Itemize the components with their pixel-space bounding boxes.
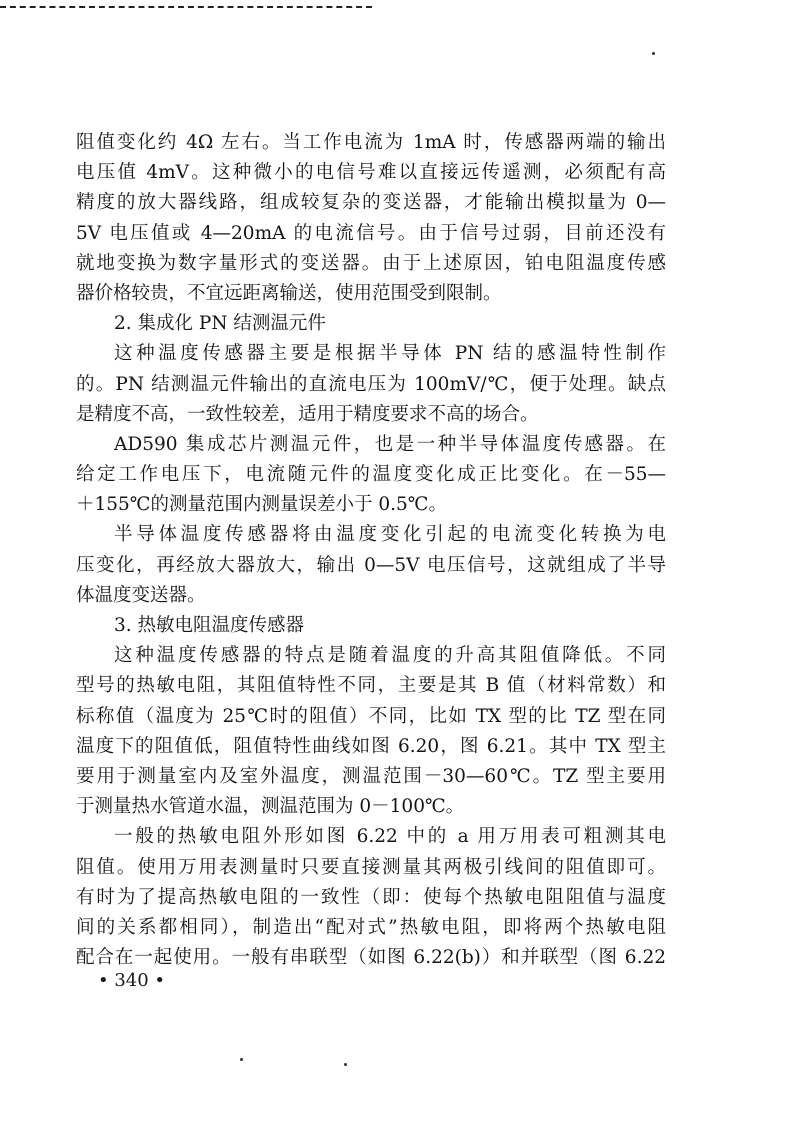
page-body-text bbox=[76, 128, 666, 973]
text-line: 配合在一起使用。一般有串联型（如图 6.22(b)）和并联型（图 6.22 bbox=[76, 947, 666, 969]
text-line: 精度的放大器线路，组成较复杂的变送器，才能输出模拟量为 0— bbox=[76, 192, 666, 214]
text-line: 就地变换为数字量形式的变送器。由于上述原因，铂电阻温度传感 bbox=[76, 252, 666, 274]
text-line: 电压值 4mV。这种微小的电信号难以直接远传遥测，必须配有高 bbox=[76, 162, 666, 184]
scan-speck bbox=[344, 1063, 347, 1066]
section-heading: 3. 热敏电阻温度传感器 bbox=[114, 615, 305, 636]
text-line: 标称值（温度为 25℃时的阻值）不同，比如 TX 型的比 TZ 型在同 bbox=[76, 705, 666, 727]
scan-speck bbox=[240, 1058, 243, 1061]
text-line: 体温度变送器。 bbox=[76, 584, 206, 606]
text-line: AD590 集成芯片测温元件，也是一种半导体温度传感器。在 bbox=[114, 433, 666, 455]
text-line: 的。PN 结测温元件输出的直流电压为 100mV/℃，便于处理。缺点 bbox=[76, 373, 666, 395]
text-line: 于测量热水管道水温，测温范围为 0－100℃。 bbox=[76, 796, 465, 818]
scan-speck bbox=[652, 52, 655, 55]
text-line: 半导体温度传感器将由温度变化引起的电流变化转换为电 bbox=[114, 524, 666, 546]
text-line: 给定工作电压下，电流随元件的温度变化成正比变化。在－55— bbox=[76, 464, 666, 486]
text-line: 阻值。使用万用表测量时只要直接测量其两极引线间的阻值即可。 bbox=[76, 856, 666, 878]
text-line: 器价格较贵，不宜远距离输送，使用范围受到限制。 bbox=[76, 282, 502, 304]
text-line: 型号的热敏电阻，其阻值特性不同，主要是其 B 值（材料常数）和 bbox=[76, 675, 666, 697]
text-line: 是精度不高，一致性较差，适用于精度要求不高的场合。 bbox=[76, 403, 539, 425]
text-line: 要用于测量室内及室外温度，测温范围－30—60℃。TZ 型主要用 bbox=[76, 765, 666, 787]
text-line: 这种温度传感器的特点是随着温度的升高其阻值降低。不同 bbox=[114, 645, 666, 667]
text-line: ＋155℃的测量范围内测量误差小于 0.5℃。 bbox=[76, 494, 448, 516]
text-line: 5V 电压值或 4—20mA 的电流信号。由于信号过弱，目前还没有 bbox=[76, 222, 666, 244]
text-line: 这种温度传感器主要是根据半导体 PN 结的感温特性制作 bbox=[114, 343, 666, 365]
top-border-rule bbox=[0, 6, 372, 8]
text-line: 温度下的阻值低，阻值特性曲线如图 6.20，图 6.21。其中 TX 型主 bbox=[76, 735, 666, 757]
text-line: 一般的热敏电阻外形如图 6.22 中的 a 用万用表可粗测其电 bbox=[114, 826, 666, 848]
text-line: 间的关系都相同），制造出“配对式”热敏电阻，即将两个热敏电阻 bbox=[76, 916, 666, 938]
text-line: 有时为了提高热敏电阻的一致性（即：使每个热敏电阻阻值与温度 bbox=[76, 886, 666, 908]
text-line: 压变化，再经放大器放大，输出 0—5V 电压信号，这就组成了半导 bbox=[76, 554, 666, 576]
section-heading: 2. 集成化 PN 结测温元件 bbox=[114, 313, 326, 335]
text-line: 阻值变化约 4Ω 左右。当工作电流为 1mA 时，传感器两端的输出 bbox=[76, 132, 666, 153]
page-number: • 340 • bbox=[98, 970, 166, 991]
